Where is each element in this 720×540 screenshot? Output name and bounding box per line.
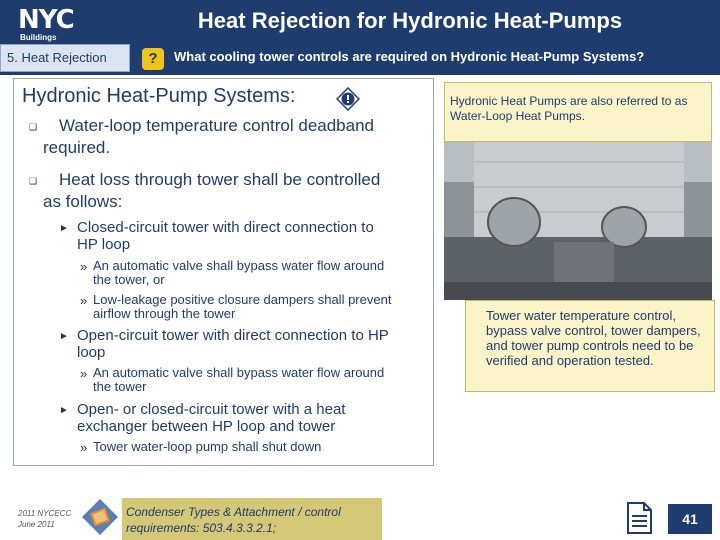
- section-tab[interactable]: [0, 44, 130, 72]
- callout-top: [444, 82, 712, 142]
- nyc-buildings-logo: [8, 5, 98, 42]
- logo-text: NYC: [18, 5, 74, 35]
- callout-bottom-text: Tower water temperature control, bypass valve control, tower dampers, and tower pump controls need to be verified and operation tested.: [486, 308, 701, 368]
- sub-bullet-open-circuit: Open-circuit tower with direct connection to HP loop: [77, 327, 389, 361]
- question-icon: ?: [142, 48, 164, 70]
- document-icon[interactable]: [625, 502, 653, 534]
- footer-code-edition: 2011 NYCECC June 2011: [18, 509, 72, 529]
- content-heading: Hydronic Heat-Pump Systems:: [22, 85, 296, 107]
- chevron-bullet-icon: »: [80, 366, 88, 381]
- bullet-deadband: Water-loop temperature control deadband required.: [43, 116, 374, 157]
- content-panel: [13, 78, 434, 466]
- chevron-bullet-icon: »: [80, 293, 88, 308]
- code-book-icon[interactable]: [80, 497, 120, 537]
- arrow-bullet-icon: ►: [59, 223, 69, 234]
- header-bar: [0, 0, 720, 75]
- code-reference-box[interactable]: [122, 498, 382, 540]
- detail-item: An automatic valve shall bypass water flow around the tower, or: [93, 258, 385, 287]
- code-reference-text: Condenser Types & Attachment / control requirements: 503.4.3.3.2.1;: [126, 505, 341, 535]
- square-bullet-icon: ❑: [29, 176, 38, 186]
- question-text: What cooling tower controls are required on Hydronic Heat-Pump Systems?: [174, 49, 645, 64]
- page-title: Heat Rejection for Hydronic Heat-Pumps: [197, 8, 623, 33]
- callout-bottom: [465, 300, 715, 392]
- section-label: 5. Heat Rejection: [7, 50, 107, 65]
- detail-item: Tower water-loop pump shall shut down: [93, 439, 322, 454]
- detail-item: An automatic valve shall bypass water flow around the tower: [93, 365, 385, 394]
- square-bullet-icon: ❑: [29, 122, 38, 132]
- arrow-bullet-icon: ►: [59, 405, 69, 416]
- sub-bullet-heat-exchanger: Open- or closed-circuit tower with a heat exchanger between HP loop and tower: [77, 401, 346, 435]
- cooling-tower-photo: [444, 142, 712, 300]
- chevron-bullet-icon: »: [80, 440, 88, 455]
- logo-subtext: Buildings: [20, 33, 57, 42]
- cooling-tower-illustration: [444, 142, 712, 300]
- info-icon[interactable]: [336, 87, 360, 111]
- arrow-bullet-icon: ►: [59, 331, 69, 342]
- page-number: 41: [668, 504, 712, 534]
- chevron-bullet-icon: »: [80, 259, 88, 274]
- callout-top-text: Hydronic Heat Pumps are also referred to as Water-Loop Heat Pumps.: [450, 94, 688, 123]
- detail-item: Low-leakage positive closure dampers shall prevent airflow through the tower: [93, 292, 392, 321]
- bullet-heat-loss: Heat loss through tower shall be controlled as follows:: [43, 170, 381, 211]
- sub-bullet-closed-circuit: Closed-circuit tower with direct connection to HP loop: [77, 219, 374, 253]
